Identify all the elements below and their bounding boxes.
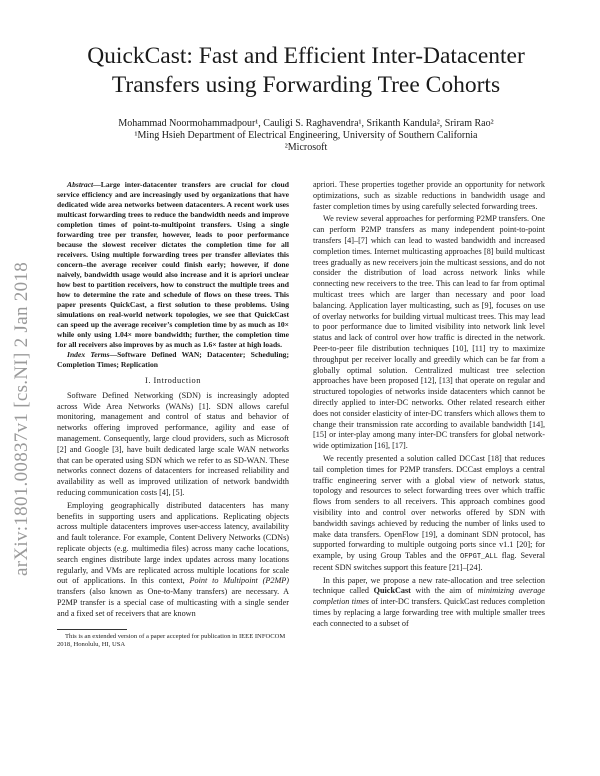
right-paragraph-4: In this paper, we propose a new rate-allocation and tree selection technique called QuickCast with the aim of minimizing average completion times of inter-DC transfers. QuickCast reduces completion times by replacing a large forwarding tree with multiple smaller trees each connected to a subset of	[313, 575, 546, 628]
right-paragraph-3: We recently presented a solution called DCCast [18] that reduces tail completion times for P2MP transfers. DCCast employs a central traffic engineering server with a global view of network status, topology and resources to select forwarding trees over which traffic flows from senders to all receivers. This approach combines good visibility into and control over networks offered by SDN with bandwidth savings achieved by reducing the number of links used to make data transfers. OpenFlow [19], a dominant SDN protocol, has supported forwarding to multiple outgoing ports since v1.1 [20]; for example, by using Group Tables and the OFPGT_ALL flag. Several recent SDN switches support this feature [21]–[24].	[313, 453, 545, 572]
footnote: This is an extended version of a paper accepted for publication in IEEE INFOCOM 2018, Honolulu, HI, USA	[57, 632, 286, 648]
abstract-label: Abstract	[67, 180, 94, 189]
section-heading-introduction: I. Introduction	[145, 376, 201, 385]
intro-paragraph-1: Software Defined Networking (SDN) is increasingly adopted across Wide Area Networks (WANs) [1]. SDN allows careful monitoring, management and control of status and behavior of networks offering improved performance, agility and ease of management. Consequently, large cloud providers, such as Microsoft [2] and Google [3], have built dedicated large scale WAN networks that can be operated using SDN which we refer to as SD-WAN. These networks connect dozens of datacenters for increased reliability and availability as well as improved utilization of network bandwidth reducing communication costs [4], [5].	[57, 390, 289, 497]
right-paragraph-2: We review several approaches for performing P2MP transfers. One can perform P2MP transfers as many independent point-to-point transfers [4]–[7] which can lead to wasted bandwidth and increased completion times. Internet multicasting approaches [8] build multicast trees gradually as new receivers join the multicast sessions, and do not consider the distribution of load across network links while connecting new receivers to the tree. This can lead to far from optimal multicast trees which are larger than necessary and poor load balancing. Application layer multicasting, such as [9], focuses on use of overlay networks for building virtual multicast trees. This may lead to poor performance due to limited visibility into network link level status and lack of control over how traffic is directed in the network. Peer-to-peer file distribution techniques [10], [11] try to maximize throughput per receiver locally and greedily which can be far from a globally optimal solution. Centralized multicast tree selection approaches have been proposed [12], [13] that operate on regular and structured topologies of networks inside datacenters which cannot be directly applied to inter-DC networks. Other related research either does not consider elasticity of inter-DC transfers which allows them to change their transmission rate according to available bandwidth [14], [15] or inter-play among many inter-DC transfers for global network-wide optimization [16], [17].	[313, 214, 545, 451]
right-paragraph-1: apriori. These properties together provide an opportunity for network optimizations, such as sizable reductions in bandwidth usage and faster completion times by using carefully selected forwarding trees.	[313, 180, 545, 211]
arxiv-identifier: arXiv:1801.00837v1 [cs.NI] 2 Jan 2018	[11, 262, 32, 576]
left-column	[57, 180, 289, 649]
quickcast-term: QuickCast	[373, 586, 411, 596]
footnote-divider	[57, 629, 127, 630]
intro-paragraph-2: Employing geographically distributed datacenters has many benefits in supporting users and applications. Replicating objects across multiple datacenters improves user-access latency, availability and fault tolerance. For example, Content Delivery Networks (CDNs) replicate objects (e.g. multimedia files) across many cache locations, search engines distribute large index updates across many locations regularly, and VMs are replicated across multiple locations for scale out of applications. In this context, Point to Multipoint (P2MP) transfers (also known as One-to-Many transfers) are necessary. A P2MP transfer is a special case of multicasting with a single sender and a fixed set of receivers that are known	[57, 500, 290, 618]
authors-line: Mohammad Noormohammadpour¹, Cauligi S. Raghavendra¹, Srikanth Kandula², Sriram Rao²	[118, 118, 494, 129]
right-column	[313, 180, 545, 632]
index-terms-label: Index Terms	[67, 350, 110, 359]
p2mp-term: Point to Multipoint (P2MP)	[189, 576, 290, 586]
quickcast-aim: minimizing average completion times	[313, 586, 546, 607]
ofpgt-all-code: OFPGT_ALL	[460, 553, 498, 562]
abstract	[57, 180, 289, 370]
title-line-2: Transfers using Forwarding Tree Cohorts	[111, 72, 501, 98]
paper-title	[60, 42, 552, 100]
abstract-text: —Large inter-datacenter transfers are crucial for cloud service efficiency and are increasingly used by organizations that have dedicated wide area networks between datacenters. A recent work uses multicast forwarding trees to reduce the bandwidth needs and improve completion times of point-to-multipoint transfers. Using a single forwarding tree per transfer, however, leads to poor performance because the slowest receiver dictates the completion time for all receivers. Using multiple forwarding trees per transfer alleviates this concern–the average receiver could finish early; however, if done naively, bandwidth usage would also increase and it is apriori unclear how best to partition receivers, how to construct the multiple trees and how to determine the rate and schedule of flows on these trees. This paper presents QuickCast, a first solution to these problems. Using simulations on real-world network topologies, we see that QuickCast can speed up the average receiver’s completion time by as much as 10× while only using 1.04× more bandwidth; further, the completion time for all receivers also improves by as much as 1.6× faster at high loads.	[57, 180, 289, 349]
author-block	[60, 118, 552, 154]
affiliation-microsoft: ²Microsoft	[284, 142, 328, 153]
affiliation-usc: ¹Ming Hsieh Department of Electrical Engineering, University of Southern California	[134, 130, 478, 141]
index-terms-text: —Software Defined WAN; Datacenter; Scheduling; Completion Times; Replication	[57, 350, 289, 369]
title-line-1: QuickCast: Fast and Efficient Inter-Datacenter	[87, 43, 525, 69]
